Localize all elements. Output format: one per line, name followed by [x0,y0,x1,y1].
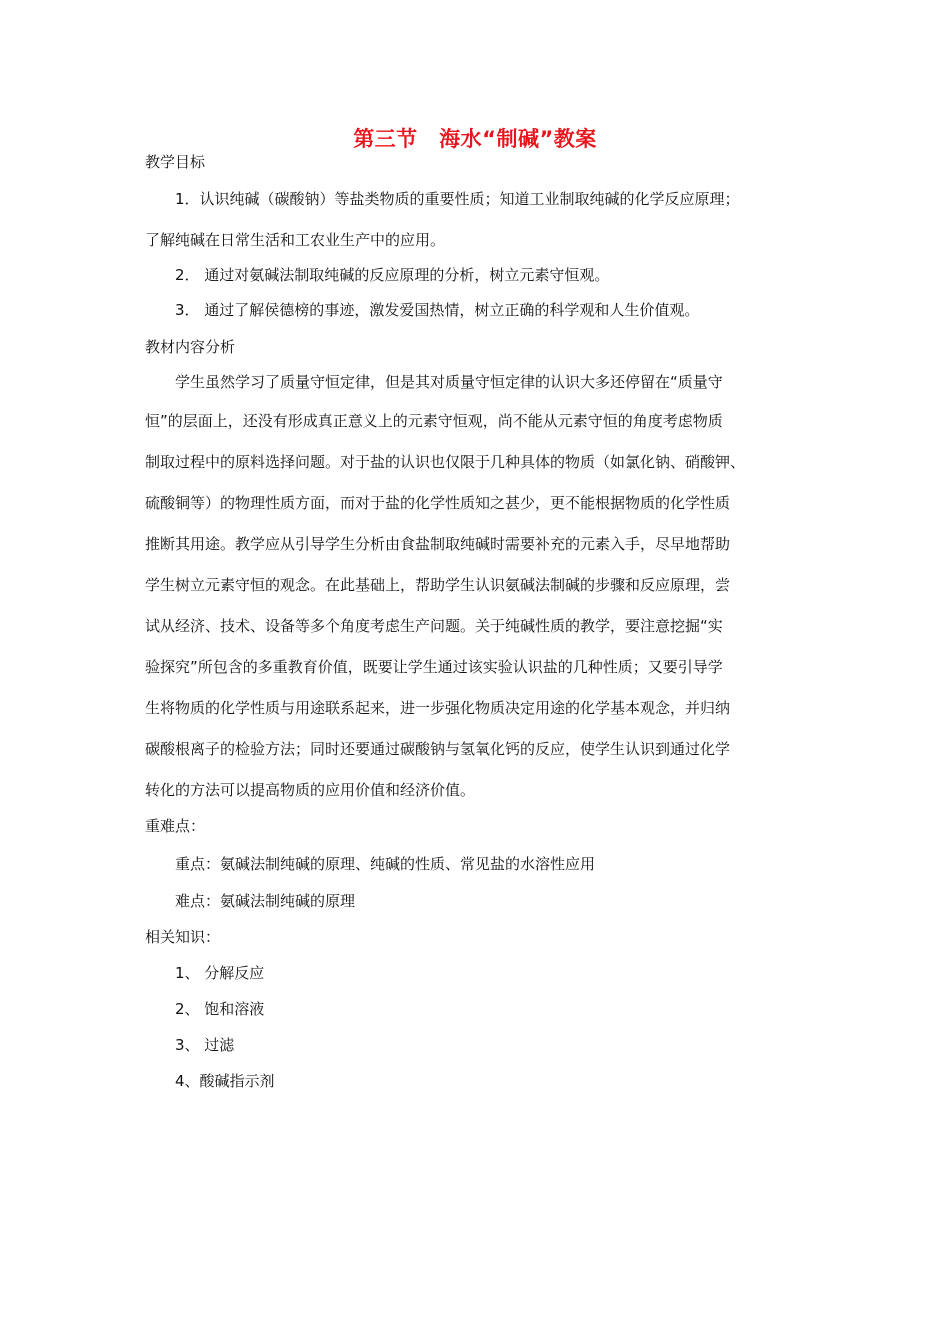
analysis-line: 验探究”所包含的多重教育价值，既要让学生通过该实验认识盐的几种性质；又要引导学 [145,658,723,676]
related-item: 3、 过滤 [175,1036,235,1054]
analysis-line: 转化的方法可以提高物质的应用价值和经济价值。 [145,781,476,799]
key-point: 重点：氨碱法制纯碱的原理、纯碱的性质、常见盐的水溶性应用 [175,855,596,873]
goal-1-line-1: 1．认识纯碱（碳酸钠）等盐类物质的重要性质；知道工业制取纯碱的化学反应原理； [175,190,740,208]
analysis-line: 试从经济、技术、设备等多个角度考虑生产问题。关于纯碱性质的教学，要注意挖掘“实 [145,617,723,635]
analysis-line: 学生虽然学习了质量守恒定律，但是其对质量守恒定律的认识大多还停留在“质量守 [175,373,723,391]
analysis-line: 制取过程中的原料选择问题。对于盐的认识也仅限于几种具体的物质（如氯化钠、硝酸钾、 [145,453,746,471]
analysis-line: 碳酸根离子的检验方法；同时还要通过碳酸钠与氢氧化钙的反应，使学生认识到通过化学 [145,740,731,758]
related-item: 4、酸碱指示剂 [175,1072,275,1090]
goal-3: 3． 通过了解侯德榜的事迹，激发爱国热情，树立正确的科学观和人生价值观。 [175,301,700,319]
analysis-heading: 教材内容分析 [145,338,236,356]
goal-1-line-2: 了解纯碱在日常生活和工农业生产中的应用。 [145,231,446,249]
goals-heading: 教学目标 [145,153,206,171]
document-title: 第三节 海水“制碱”教案 [353,127,597,151]
goal-2: 2． 通过对氨碱法制取纯碱的反应原理的分析，树立元素守恒观。 [175,266,610,284]
related-item: 2、 饱和溶液 [175,1000,265,1018]
analysis-line: 学生树立元素守恒的观念。在此基础上，帮助学生认识氨碱法制碱的步骤和反应原理，尝 [145,576,731,594]
analysis-line: 生将物质的化学性质与用途联系起来，进一步强化物质决定用途的化学基本观念，并归纳 [145,699,731,717]
related-heading: 相关知识： [145,928,221,946]
analysis-line: 推断其用途。教学应从引导学生分析由食盐制取纯碱时需要补充的元素入手，尽早地帮助 [145,535,731,553]
related-item: 1、 分解反应 [175,964,265,982]
analysis-line: 恒”的层面上，还没有形成真正意义上的元素守恒观，尚不能从元素守恒的角度考虑物质 [145,412,723,430]
analysis-line: 硫酸铜等）的物理性质方面，而对于盐的化学性质知之甚少，更不能根据物质的化学性质 [145,494,731,512]
key-heading: 重难点： [145,817,206,835]
difficult-point: 难点：氨碱法制纯碱的原理 [175,892,356,910]
